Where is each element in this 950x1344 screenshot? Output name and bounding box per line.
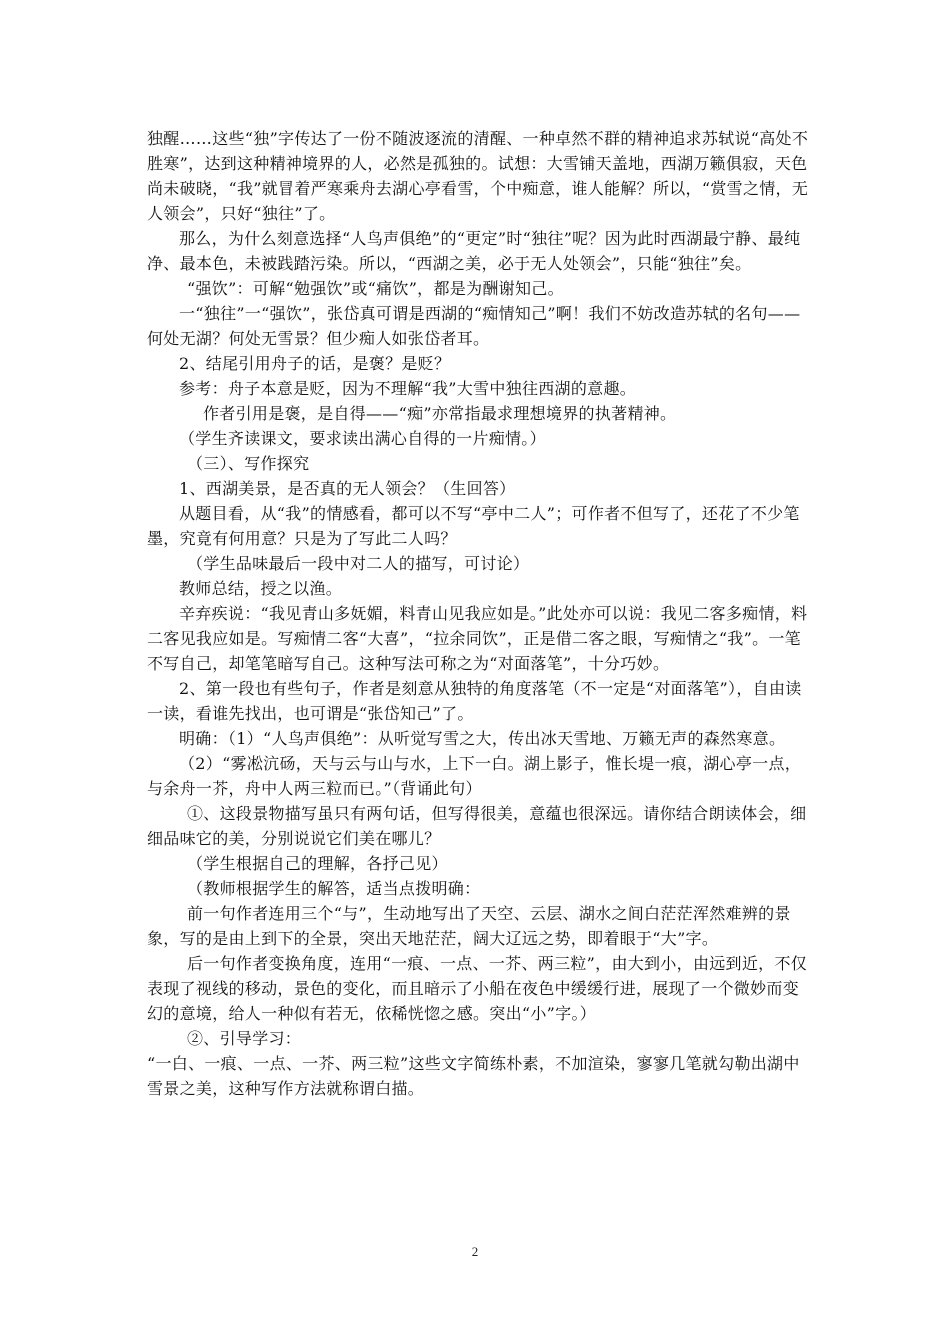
paragraph: 一“独往”一“强饮”，张岱真可谓是西湖的“痴情知己”啊！我们不妨改造苏轼的名句——何处无湖？何处无雪景？但少痴人如张岱者耳。 (147, 304, 801, 348)
paragraph: 后一句作者变换角度，连用“一痕、一点、一芥、两三粒”，由大到小，由远到近，不仅表现了视线的移动，景色的变化，而且暗示了小船在夜色中缓缓行进，展现了一个微妙而变幻的意境，给人一种似有若无，依稀恍惚之感。突出“小”字。） (147, 954, 808, 1023)
paragraph: ①、这段景物描写虽只有两句话，但写得很美，意蕴也很深远。请你结合朗读体会，细细品味它的美，分别说说它们美在哪儿？ (147, 804, 807, 848)
paragraph: （学生齐读课文，要求读出满心自得的一片痴情。） (179, 429, 546, 448)
paragraph: （学生根据自己的理解，各抒己见） (187, 854, 448, 873)
paragraph: 明确：（1）“人鸟声俱绝”：从听觉写雪之大，传出冰天雪地、万籁无声的森然寒意。 (179, 729, 786, 748)
paragraph: 2、第一段也有些句子，作者是刻意从独特的角度落笔（不一定是“对面落笔”），自由读一读，看谁先找出，也可谓是“张岱知己”了。 (147, 679, 802, 723)
paragraph: 独醒……这些“独”字传达了一份不随波逐流的清醒、一种卓然不群的精神追求苏轼说“高处不胜寒”，达到这种精神境界的人，必然是孤独的。试想：大雪铺天盖地，西湖万籁俱寂，天色尚未破晓，“我”就冒着严寒乘舟去湖心亭看雪，个中痴意，谁人能解？所以，“赏雪之情，无人领会”，只好“独往”了。 (147, 129, 809, 223)
document-body (147, 126, 809, 1101)
paragraph: “一白、一痕、一点、一芥、两三粒”这些文字简练朴素，不加渲染，寥寥几笔就勾勒出湖中雪景之美，这种写作方法就称谓白描。 (147, 1054, 800, 1098)
paragraph: 参考：舟子本意是贬，因为不理解“我”大雪中独往西湖的意趣。 (179, 379, 637, 398)
paragraph: ②、引导学习： (187, 1029, 302, 1048)
paragraph: 辛弃疾说：“我见青山多妩媚，料青山见我应如是。”此处亦可以说：我见二客多痴情，料二客见我应如是。写痴情二客“大喜”，“拉余同饮”，正是借二客之眼，写痴情之“我”。一笔不写自己，却笔笔暗写自己。这种写法可称之为“对面落笔”，十分巧妙。 (147, 604, 808, 673)
section-heading: （三）、写作探究 (187, 454, 310, 473)
paragraph: （教师根据学生的解答，适当点拨明确： (187, 879, 481, 898)
paragraph: 教师总结，授之以渔。 (179, 579, 343, 598)
paragraph: 2、结尾引用舟子的话，是褒？是贬？ (179, 354, 451, 373)
paragraph: 那么，为什么刻意选择“人鸟声俱绝”的“更定”时“独往”呢？因为此时西湖最宁静、最纯净、最本色，未被践踏污染。所以，“西湖之美，必于无人处领会”，只能“独往”矣。 (147, 229, 801, 273)
paragraph: “强饮”：可解“勉强饮”或“痛饮”，都是为酬谢知己。 (187, 279, 564, 298)
paragraph: 1、西湖美景，是否真的无人领会？（生回答） (179, 479, 516, 498)
paragraph: 作者引用是褒，是自得——“痴”亦常指最求理想境界的执著精神。 (203, 404, 677, 423)
paragraph: （学生品味最后一段中对二人的描写，可讨论） (187, 554, 530, 573)
page-number: 2 (471, 1244, 479, 1259)
paragraph: 从题目看，从“我”的情感看，都可以不写“亭中二人”；可作者不但写了，还花了不少笔墨，究竟有何用意？只是为了写此二人吗？ (147, 504, 800, 548)
paragraph: 前一句作者连用三个“与”，生动地写出了天空、云层、湖水之间白茫茫浑然难辨的景象，写的是由上到下的全景，突出天地茫茫，阔大辽远之势，即着眼于“大”字。 (147, 904, 791, 948)
paragraph: （2）“雾凇沆砀，天与云与山与水，上下一白。湖上影子，惟长堤一痕，湖心亭一点，与余舟一芥，舟中人两三粒而已。”（背诵此句） (147, 754, 802, 798)
